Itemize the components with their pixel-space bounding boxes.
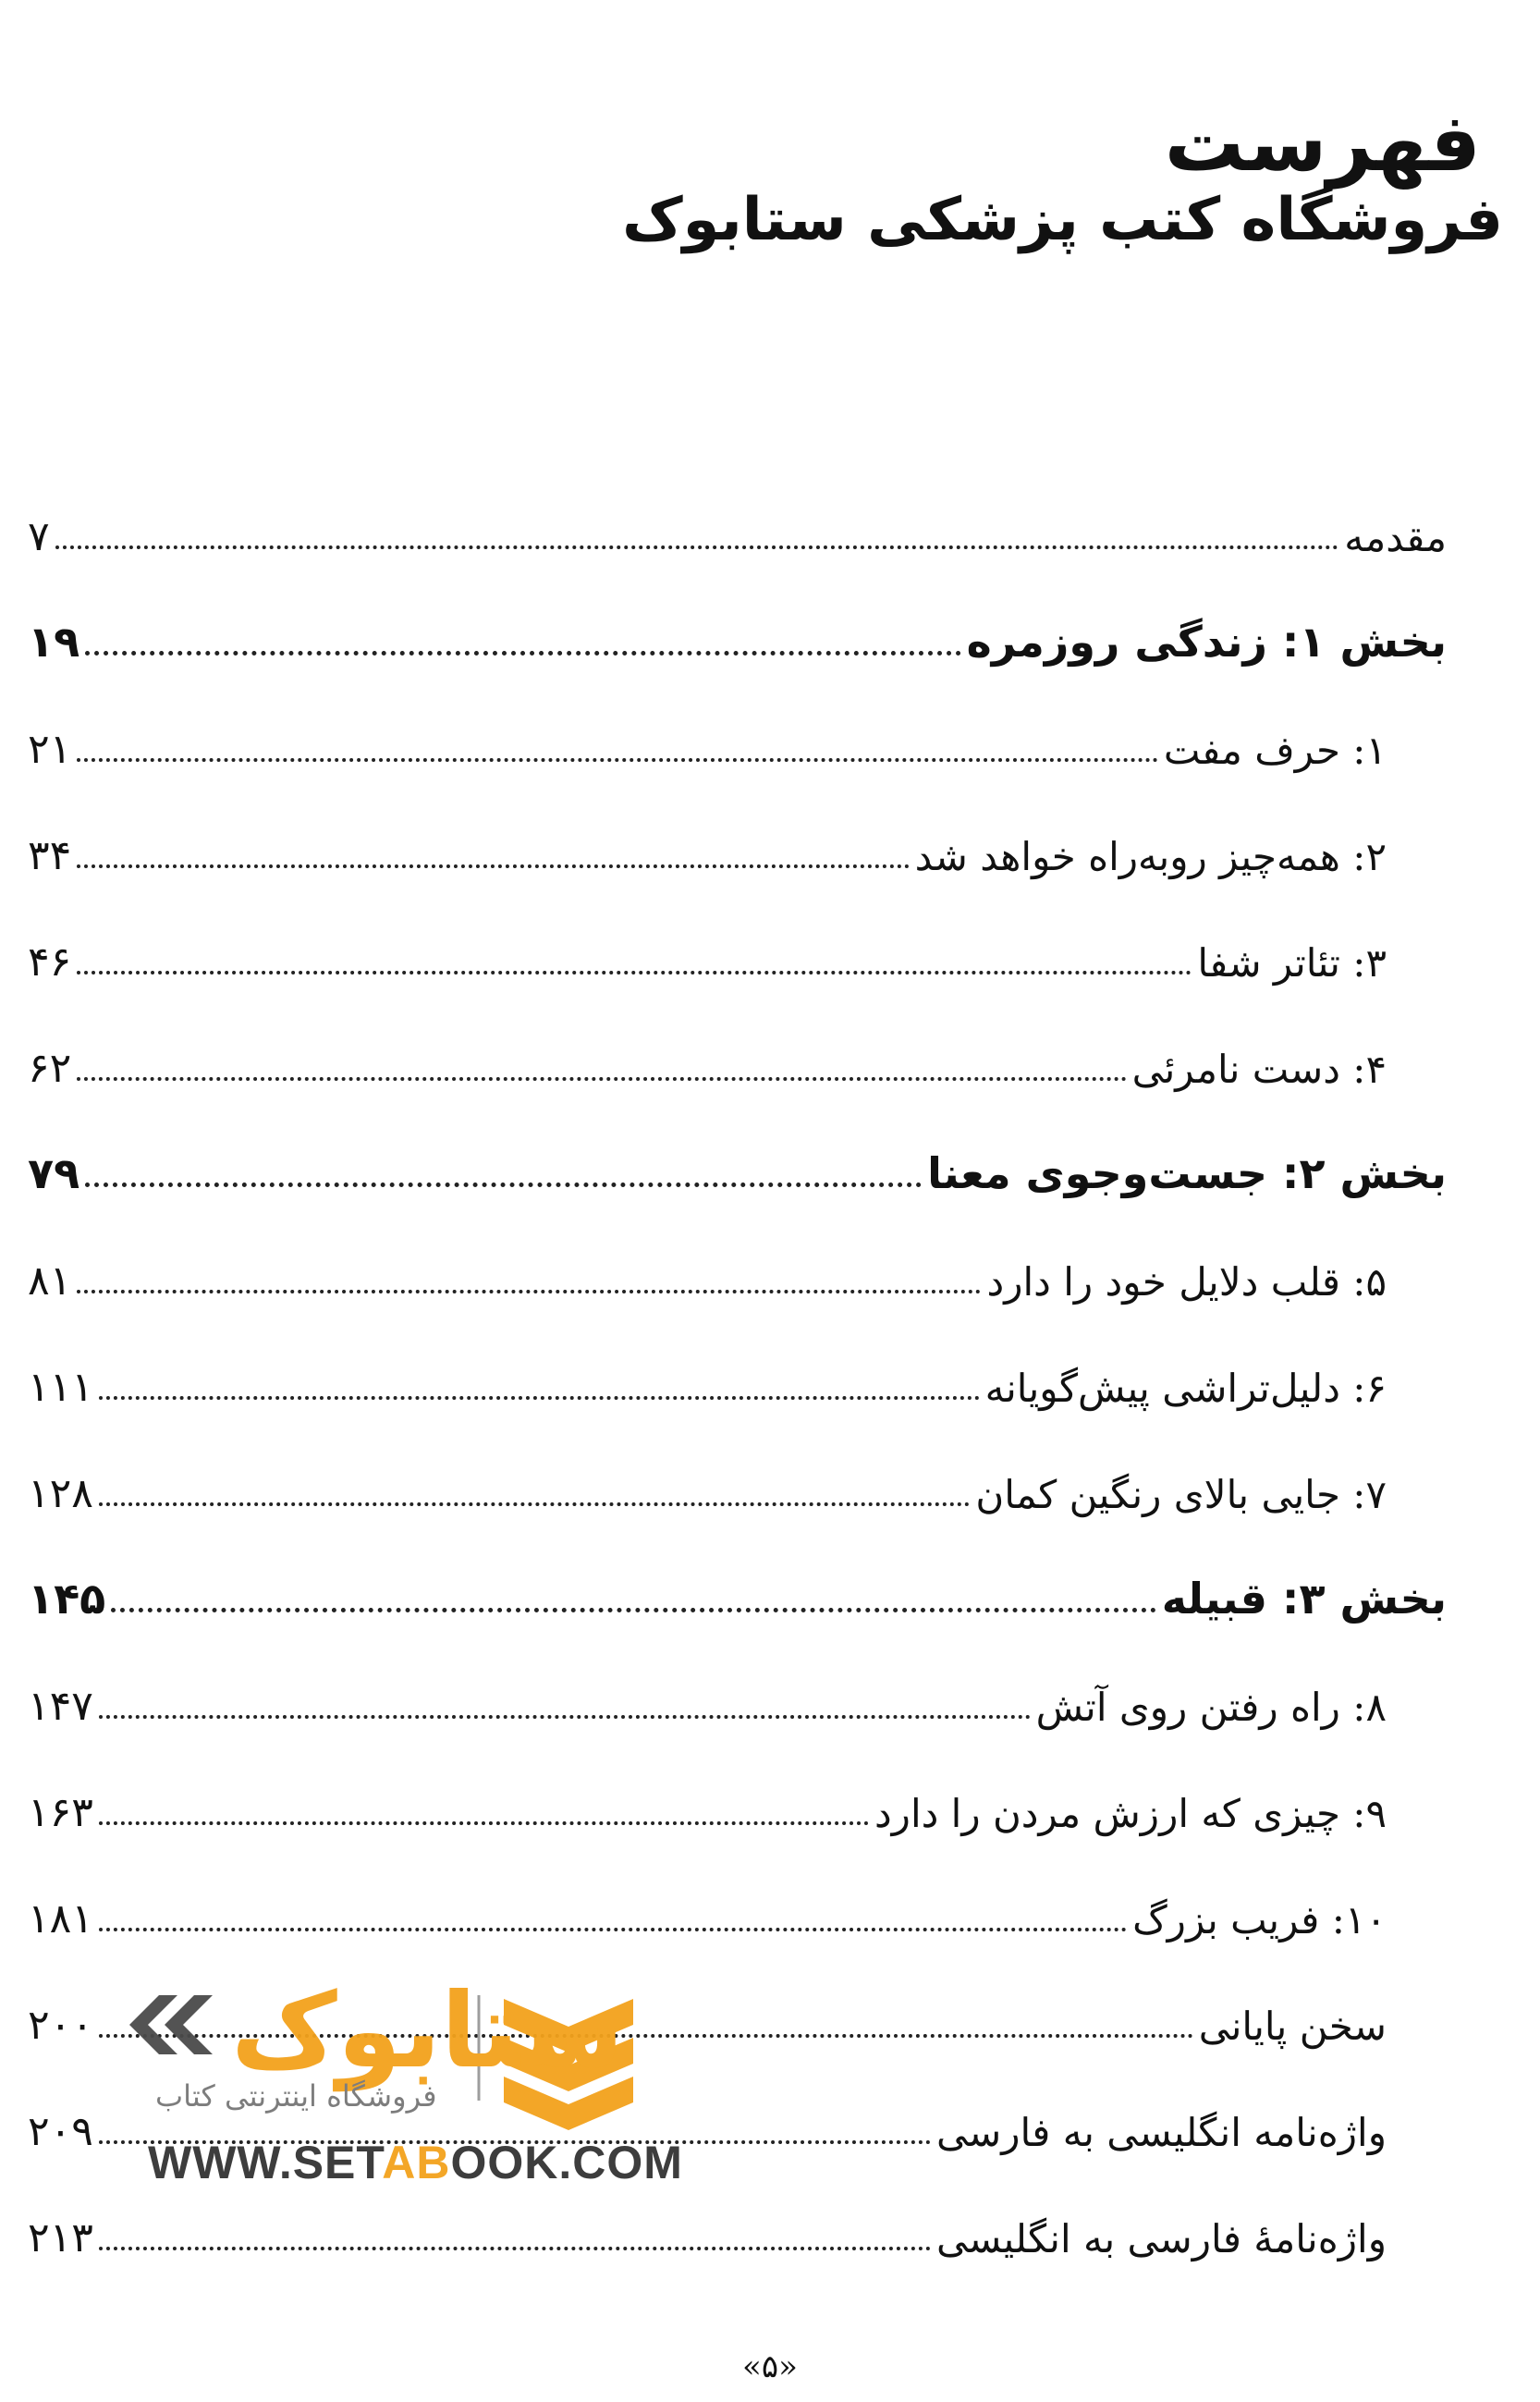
toc-entry-page: ۸۱	[28, 1257, 72, 1305]
toc-entry-page: ۱۸۱	[28, 1895, 93, 1942]
toc-entry	[28, 1105, 1447, 1211]
dot-leader	[99, 1715, 1031, 1719]
toc-entry-page: ۱۴۵	[28, 1574, 106, 1624]
watermark-tagline: فروشگاه اینترنتی کتاب	[155, 2078, 437, 2114]
toc-entry-page: ۱۹	[28, 617, 80, 667]
toc-entry-page: ۲۱	[28, 726, 72, 773]
url-accent: AB	[382, 2137, 451, 2188]
toc-entry-page: ۳۴	[28, 832, 72, 879]
toc-entry-page: ۷	[28, 513, 50, 560]
toc-entry	[28, 1636, 1447, 1743]
toc-entry-label: ۳: تئاتر شفا	[1197, 940, 1387, 986]
dot-leader	[55, 545, 1339, 549]
title-block	[622, 97, 1503, 256]
toc-entry	[28, 573, 1447, 680]
toc-entry	[28, 680, 1447, 786]
toc-entry-page: ۲۱۳	[28, 2214, 93, 2261]
page-title: فهرست	[1164, 97, 1481, 190]
toc-entry-label: ۹: چیزی که ارزش مردن را دارد	[874, 1791, 1387, 1836]
toc-entry-label: ۲: همه‌چیز روبه‌راه خواهد شد	[914, 834, 1387, 879]
toc-entry-label: ۸: راه رفتن روی آتش	[1035, 1685, 1387, 1730]
watermark-url	[148, 2136, 683, 2189]
toc-entry-label: ۱: حرف مفت	[1163, 728, 1387, 773]
toc-entry-page: ۶۲	[28, 1045, 72, 1092]
toc-entry-label: ۱۰: فریب بزرگ	[1132, 1897, 1387, 1942]
toc-entry-page: ۷۹	[28, 1148, 80, 1198]
dot-leader	[99, 1928, 1127, 1931]
toc-entry	[28, 892, 1447, 999]
toc-entry-page: ۱۴۷	[28, 1683, 93, 1730]
dot-leader	[99, 1502, 970, 1506]
toc-entry	[28, 1743, 1447, 1849]
toc-entry	[28, 786, 1447, 892]
dot-leader	[99, 1396, 980, 1400]
dot-leader	[77, 1077, 1126, 1081]
dot-leader	[77, 971, 1192, 974]
toc-entry-label: ۶: دلیل‌تراشی پیش‌گویانه	[984, 1366, 1387, 1411]
toc-entry-label: سخن پایانی	[1198, 2004, 1387, 2049]
toc-entry-page: ۱۶۳	[28, 1789, 93, 1836]
toc-entry	[28, 1211, 1447, 1317]
toc-entry	[28, 467, 1447, 573]
dot-leader	[77, 758, 1158, 762]
toc-entry-label: بخش ۳: قبیله	[1161, 1574, 1447, 1624]
page-number: «۵»	[742, 2348, 798, 2385]
toc-entry-page: ۴۶	[28, 938, 72, 986]
toc-entry-label: واژه‌نامهٔ فارسی به انگلیسی	[936, 2216, 1387, 2261]
toc-entry-label: ۵: قلب دلایل خود را دارد	[986, 1259, 1387, 1305]
dot-leader	[111, 1608, 1155, 1612]
dot-leader	[99, 2247, 931, 2250]
toc-entry-label: بخش ۱: زندگی روزمره	[966, 617, 1447, 667]
toc-entry	[28, 1849, 1447, 1955]
toc-entry-label: مقدمه	[1344, 515, 1447, 560]
toc-entry-label: بخش ۲: جست‌وجوی معنا	[927, 1148, 1447, 1198]
toc-entry-label: واژه‌نامه انگلیسی به فارسی	[936, 2110, 1387, 2155]
dot-leader	[85, 1183, 922, 1187]
toc-entry	[28, 1317, 1447, 1424]
watermark-word: ستابوک	[231, 1971, 624, 2091]
toc-entry-label: ۷: جایی بالای رنگین کمان	[975, 1472, 1387, 1517]
dot-leader	[99, 1821, 869, 1825]
dot-leader	[77, 864, 909, 868]
toc-entry-page: ۲۰۰	[28, 2002, 93, 2049]
toc-entry	[28, 1530, 1447, 1636]
toc-entry-label: ۴: دست نامرئی	[1131, 1047, 1387, 1092]
url-suffix: OOK.COM	[450, 2137, 683, 2188]
toc-entry-page: ۱۱۱	[28, 1364, 93, 1411]
watermark-logo	[120, 1971, 683, 2210]
url-prefix: WWW.SET	[148, 2137, 383, 2188]
toc-entry	[28, 1424, 1447, 1530]
toc-entry-page: ۱۲۸	[28, 1470, 93, 1517]
page-subtitle: فروشگاه کتب پزشکی ستابوک	[622, 186, 1503, 255]
toc-entry	[28, 999, 1447, 1105]
dot-leader	[85, 651, 960, 656]
toc-entry-page: ۲۰۹	[28, 2108, 93, 2155]
dot-leader	[77, 1290, 981, 1293]
